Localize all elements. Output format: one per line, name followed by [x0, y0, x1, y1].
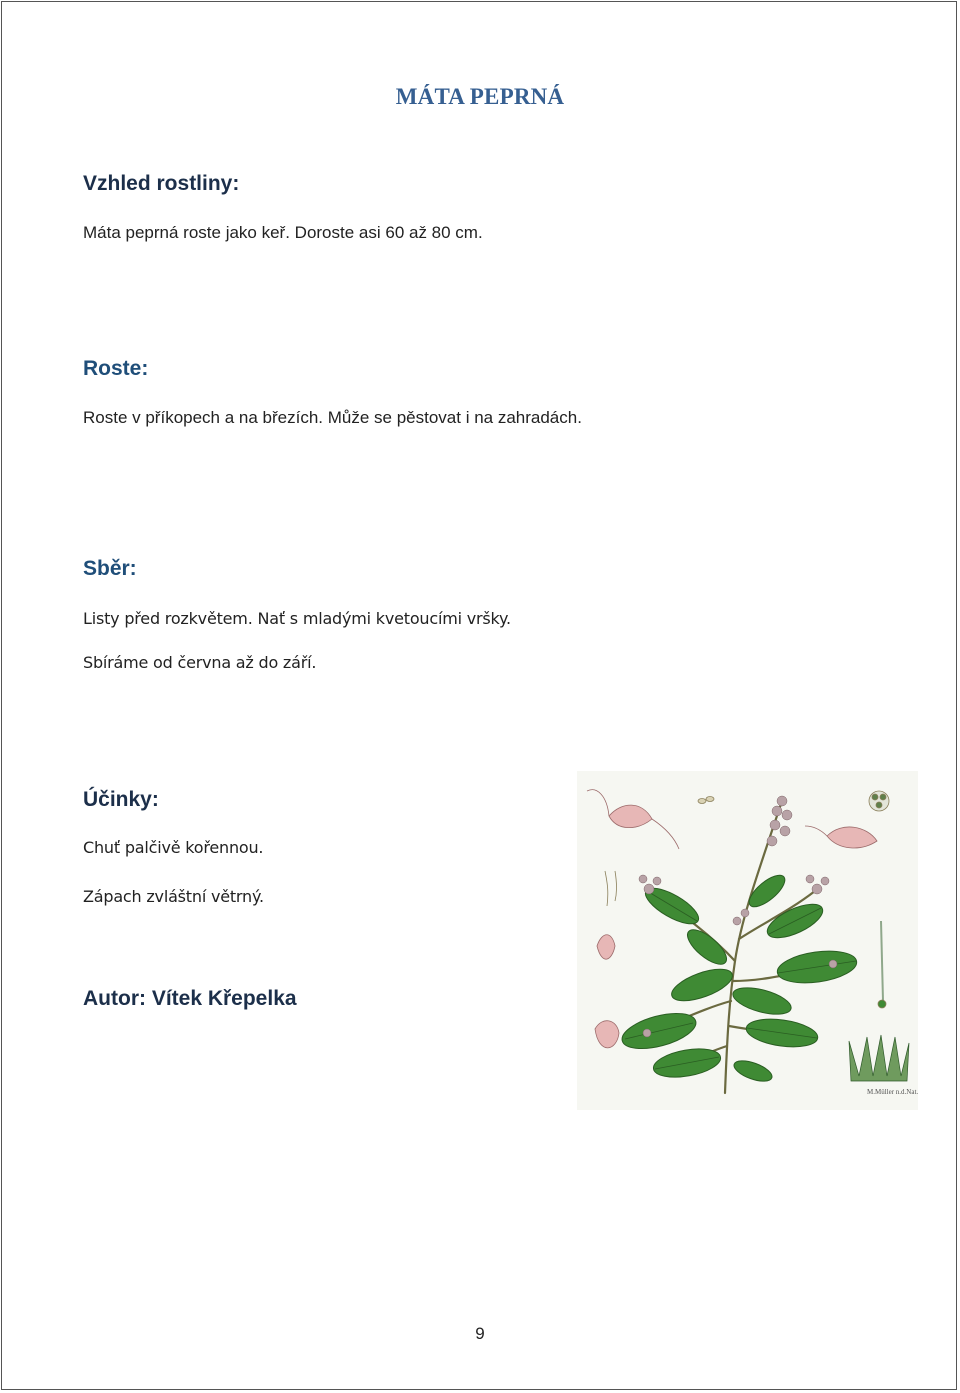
mint-plant-illustration — [577, 771, 918, 1110]
text-habitat: Roste v příkopech a na březích. Může se pěstovat i na zahradách. — [83, 408, 582, 427]
heading-effects: Účinky: — [83, 788, 159, 811]
heading-appearance: Vzhled rostliny: — [83, 172, 240, 195]
text-appearance: Máta peprná roste jako keř. Doroste asi 60 až 80 cm. — [83, 223, 483, 242]
page-number: 9 — [475, 1324, 485, 1343]
illustration-signature: M.Müller n.d.Nat. — [867, 1088, 918, 1096]
heading-harvest: Sběr: — [83, 557, 137, 580]
author: Autor: Vítek Křepelka — [83, 987, 297, 1010]
text-harvest-line-2: Sbíráme od června až do září. — [83, 653, 317, 672]
page-title: MÁTA PEPRNÁ — [395, 84, 565, 109]
text-effects-line-1: Chuť palčivě kořennou. — [83, 838, 264, 857]
text-effects-line-2: Zápach zvláštní větrný. — [83, 887, 264, 906]
heading-habitat: Roste: — [83, 357, 149, 380]
page-border — [1, 1, 957, 1390]
text-harvest-line-1: Listy před rozkvětem. Nať s mladými kvetoucími vršky. — [83, 609, 511, 628]
